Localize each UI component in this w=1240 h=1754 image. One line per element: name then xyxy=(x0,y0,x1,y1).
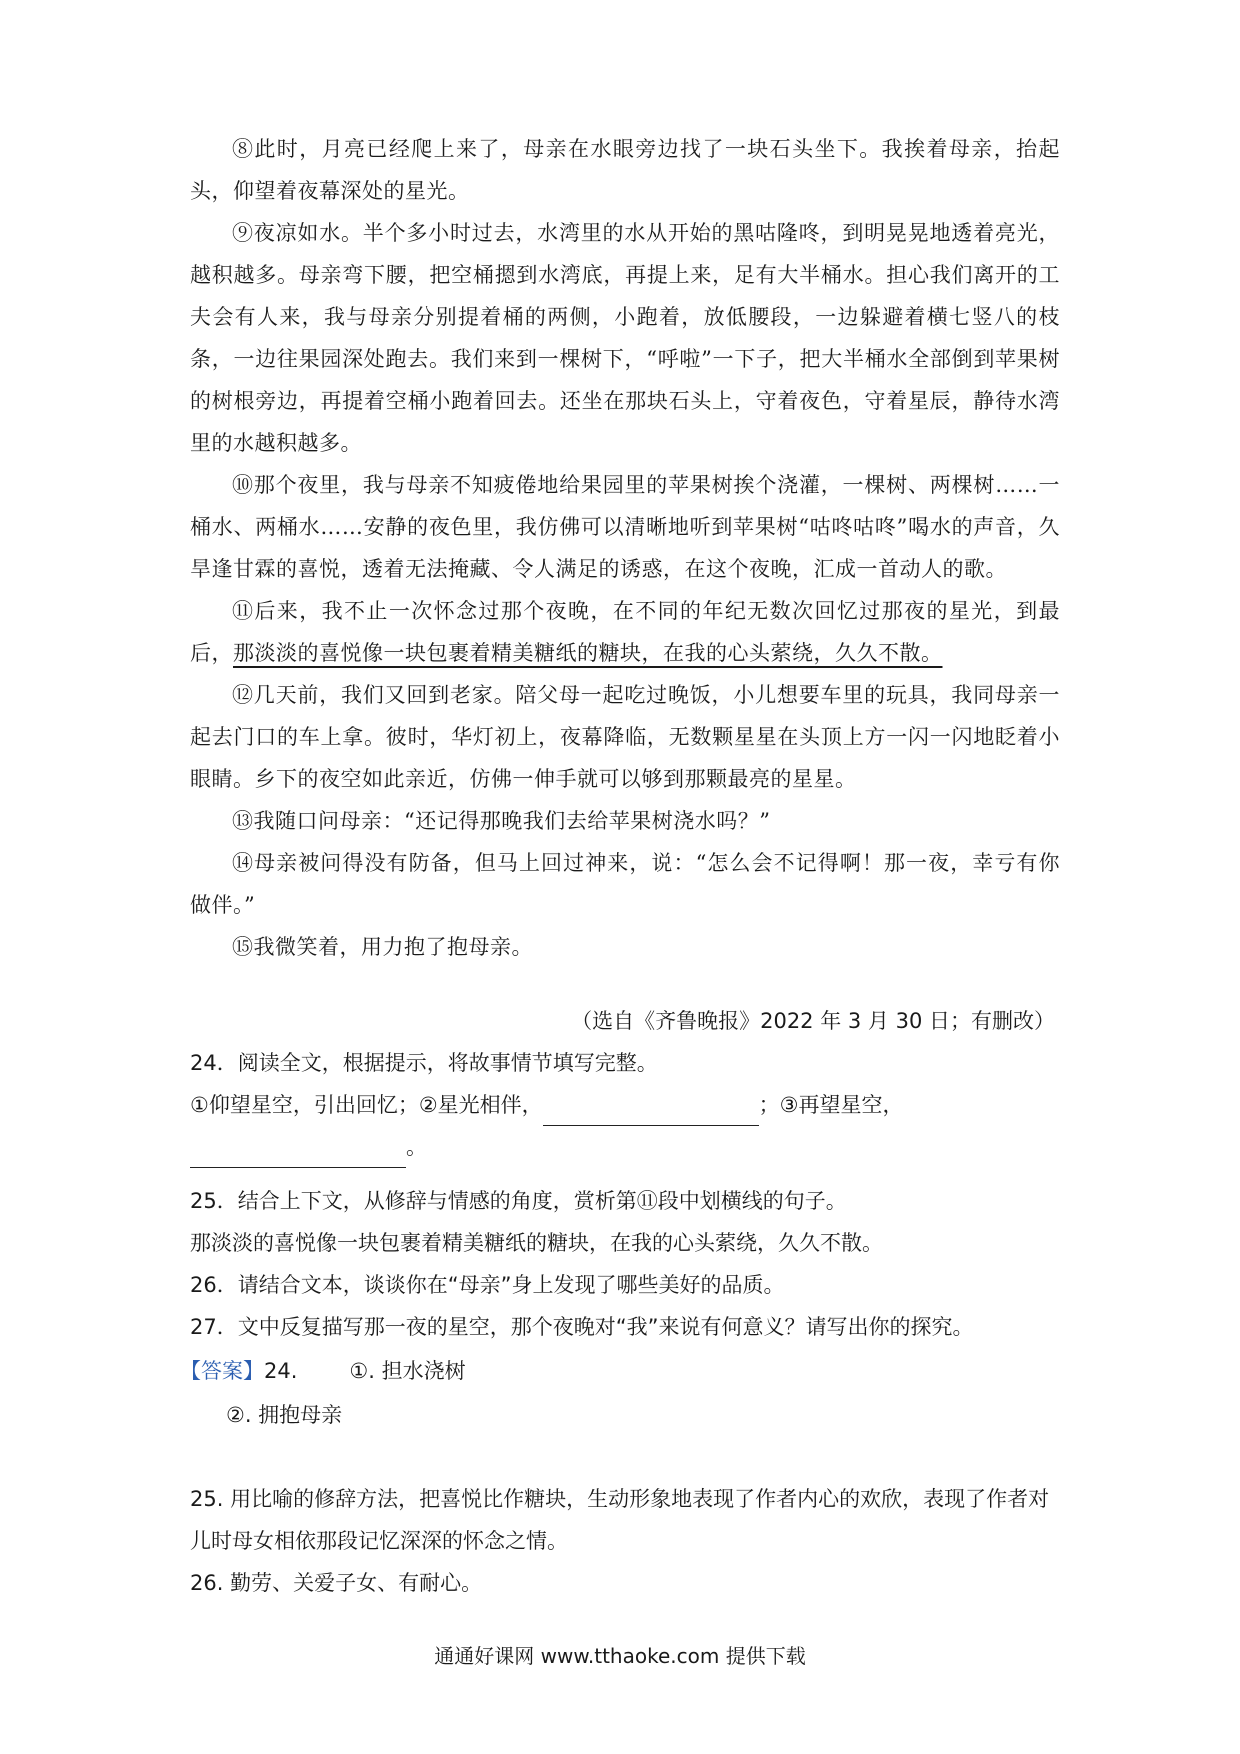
answer-tag: 【答案】 xyxy=(180,1359,264,1383)
paragraph-11-text: ⑪后来，我不止一次怀念过那个夜晚，在不同的年纪无数次回忆过那夜的星光，到最后， xyxy=(190,599,1060,665)
answer-24 xyxy=(180,1350,1060,1392)
paragraph-8: ⑧此时，月亮已经爬上来了，母亲在水眼旁边找了一块石头坐下。我挨着母亲，抬起头，仰望着夜幕深处的星光。 xyxy=(190,137,1060,203)
underlined-sentence: 那淡淡的喜悦像一块包裹着精美糖纸的糖块，在我的心头萦绕，久久不散。 xyxy=(233,641,943,665)
source-citation: （选自《齐鲁晚报》2022 年 3 月 30 日；有删改） xyxy=(571,1009,1055,1033)
question-24: 24．阅读全文，根据提示，将故事情节填写完整。 xyxy=(190,1051,658,1075)
q24-hint-a: ①仰望星空，引出回忆；②星光相伴， xyxy=(190,1093,543,1117)
paragraph-13: ⑬我随口问母亲：“还记得那晚我们去给苹果树浇水吗？” xyxy=(232,809,771,833)
q24-hint-b: ；③再望星空， xyxy=(758,1093,904,1117)
answer-25: 25. 用比喻的修辞方法，把喜悦比作糖块，生动形象地表现了作者内心的欢欣，表现了作者对儿时母女相依那段记忆深深的怀念之情。 xyxy=(190,1487,1050,1553)
answer-blank-2[interactable] xyxy=(190,1141,406,1168)
footer-watermark: 通通好课网 www.tthaoke.com 提供下载 xyxy=(434,1644,806,1668)
question-24-hints xyxy=(190,1084,1070,1126)
paragraph-9: ⑨夜凉如水。半个多小时过去，水湾里的水从开始的黑咕隆咚，到明晃晃地透着亮光，越积越多。母亲弯下腰，把空桶摁到水湾底，再提上来，足有大半桶水。担心我们离开的工夫会有人来，我与母亲分别提着桶的两侧，小跑着，放低腰段，一边躲避着横七竖八的枝条，一边往果园深处跑去。我们来到一棵树下，“呼啦”一下子，把大半桶水全部倒到苹果树的树根旁边，再提着空桶小跑着回去。还坐在那块石头上，守着夜色，守着星辰，静待水湾里的水越积越多。 xyxy=(190,221,1060,455)
question-27: 27．文中反复描写那一夜的星空，那个夜晚对“我”来说有何意义？请写出你的探究。 xyxy=(190,1315,974,1339)
question-25: 25．结合上下文，从修辞与情感的角度，赏析第⑪段中划横线的句子。 xyxy=(190,1189,847,1213)
answer-24-item-1: ①. 担水浇树 xyxy=(349,1359,466,1383)
q24-end: 。 xyxy=(406,1135,427,1159)
answer-26: 26. 勤劳、关爱子女、有耐心。 xyxy=(190,1571,483,1595)
paragraph-12: ⑫几天前，我们又回到老家。陪父母一起吃过晚饭，小儿想要车里的玩具，我同母亲一起去门口的车上拿。彼时，华灯初上，夜幕降临，无数颗星星在头顶上方一闪一闪地眨着小眼睛。乡下的夜空如此亲近，仿佛一伸手就可以够到那颗最亮的星星。 xyxy=(190,683,1060,791)
answer-24-item-2: ②. 拥抱母亲 xyxy=(226,1403,343,1427)
question-26: 26．请结合文本，谈谈你在“母亲”身上发现了哪些美好的品质。 xyxy=(190,1273,785,1297)
paragraph-14: ⑭母亲被问得没有防备，但马上回过神来，说：“怎么会不记得啊！那一夜，幸亏有你做伴。” xyxy=(190,851,1060,917)
paragraph-15: ⑮我微笑着，用力抱了抱母亲。 xyxy=(232,935,533,959)
paragraph-11 xyxy=(190,590,1060,674)
answer-blank-1[interactable] xyxy=(543,1099,759,1126)
question-24-line2 xyxy=(190,1126,1070,1168)
question-25-quote: 那淡淡的喜悦像一块包裹着精美糖纸的糖块，在我的心头萦绕，久久不散。 xyxy=(190,1231,883,1255)
answer-24-number: 24. xyxy=(264,1359,298,1383)
paragraph-10: ⑩那个夜里，我与母亲不知疲倦地给果园里的苹果树挨个浇灌，一棵树、两棵树……一桶水、两桶水……安静的夜色里，我仿佛可以清晰地听到苹果树“咕咚咕咚”喝水的声音，久旱逢甘霖的喜悦，透着无法掩藏、令人满足的诱惑，在这个夜晚，汇成一首动人的歌。 xyxy=(190,473,1060,581)
